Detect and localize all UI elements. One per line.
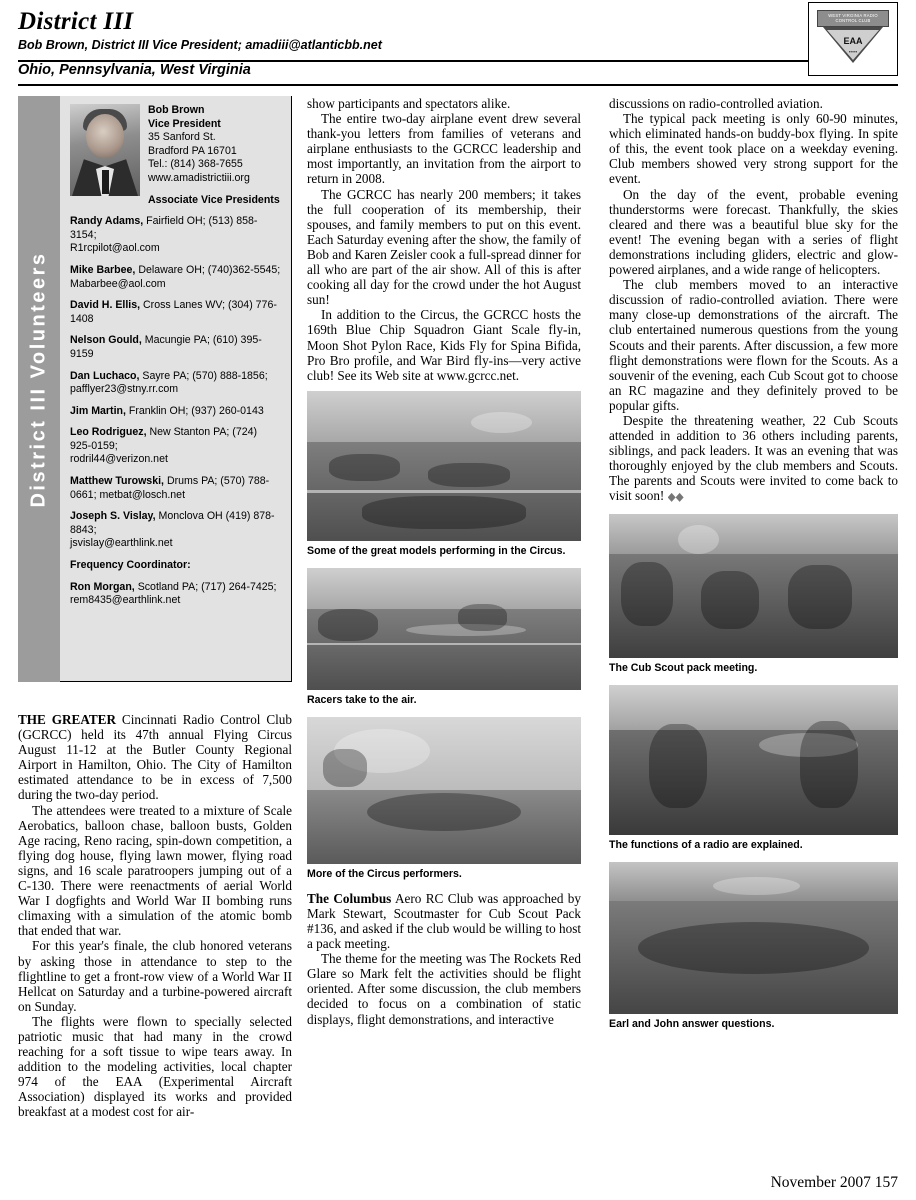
photo-caption: Some of the great models performing in the Circus. <box>307 544 566 557</box>
paragraph: The club members moved to an interactive discussion of radio-controlled aviation. There were many close-up demonstrations of the aircraft. The club entertained numerous questions from the young Scouts and their parents. After discussion, a few more flight demonstrations were flown for the Scouts. As a souvenir of the evening, each Cub Scout got to choose an RC magazine and they definitely proved to be popular gifts. <box>609 277 898 413</box>
avp-heading-text: Associate Vice Presidents <box>148 193 280 206</box>
avp-name: Mike Barbee, <box>70 263 136 276</box>
freq-loc: Scotland PA; (717) 264-7425; <box>137 580 277 593</box>
photo-caption: More of the Circus performers. <box>307 867 462 880</box>
list-item <box>70 370 281 397</box>
avp-loc: Delaware OH; (740)362-5545; <box>138 263 281 276</box>
photo-caption: The Cub Scout pack meeting. <box>609 661 758 674</box>
paragraph-lead: THE GREATER <box>18 712 116 727</box>
vp-website[interactable]: www.amadistrictiii.org <box>148 171 250 184</box>
list-item <box>70 334 281 361</box>
avp-loc: Monclova OH (419) 878-8843; <box>70 510 275 536</box>
sidebar-tab-label: District III Volunteers <box>27 251 50 508</box>
paragraph <box>307 891 581 951</box>
volunteers-box <box>60 96 292 682</box>
paragraph: show participants and spectators alike. <box>307 96 511 111</box>
avp-name: Randy Adams, <box>70 215 144 228</box>
column-2 <box>307 96 581 1027</box>
avp-name: David H. Ellis, <box>70 299 141 312</box>
column-3 <box>609 96 898 1031</box>
avp-name: Jim Martin, <box>70 404 126 417</box>
paragraph: In addition to the Circus, the GCRCC hosts the 169th Blue Chip Squadron Giant Scale fly-in, Moon Shot Pylon Race, Kids Fly for Spina Bifida, Pro Bro profile, and War Bird fly-ins—very active club! See its Web site at www.gcrcc.net. <box>307 307 581 383</box>
paragraph <box>18 712 292 803</box>
list-item <box>70 475 281 502</box>
list-item <box>70 264 281 291</box>
paragraph-text: Aero RC Club was approached by Mark Stewart, Scoutmaster for Cub Scout Pack #136, and asked if the club would be willing to host a pack meeting. <box>307 890 581 952</box>
photo-cub-scout-meeting <box>609 514 898 658</box>
avp-email[interactable]: metbat@losch.net <box>99 488 186 501</box>
photo-caption: The functions of a radio are explained. <box>609 838 803 851</box>
avp-name: Matthew Turowski, <box>70 475 164 488</box>
paragraph-text: Cincinnati Radio Control Club (GCRCC) held its 47th annual Flying Circus August 11-12 at the Butler County Regional Airport in Hamilton, Ohio. The City of Hamilton estimated attendance to be in excess of 7,500 during the two-day period. <box>18 712 292 803</box>
avatar <box>70 104 140 196</box>
avp-email[interactable]: pafflyer23@stny.rr.com <box>70 383 179 396</box>
freq-email[interactable]: rem8435@earthlink.net <box>70 594 181 607</box>
list-item <box>70 426 281 467</box>
paragraph: On the day of the event, probable evening thunderstorms were forecast. Thankfully, the skies cleared and there was a beautiful blue sky for the event! The evening began with a series of flight demonstrations including gliders, electric and glow-powered airplanes, and a wide range of helicopters. <box>609 186 898 278</box>
photo-earl-and-john <box>609 862 898 1014</box>
avp-loc: Franklin OH; (937) 260-0143 <box>128 404 264 417</box>
states-line: Ohio, Pennsylvania, West Virginia <box>18 62 251 78</box>
list-item <box>70 215 281 256</box>
avp-email[interactable]: rodril44@verizon.net <box>70 453 168 466</box>
club-logo <box>808 2 898 76</box>
photo-caption: Racers take to the air. <box>307 693 417 706</box>
photo-racers <box>307 568 581 690</box>
avp-name: Leo Rodriguez, <box>70 426 147 439</box>
avp-loc: Drums PA; (570) 788-0661; <box>70 475 270 501</box>
avp-loc: Cross Lanes WV; (304) 776-1408 <box>70 299 277 325</box>
avp-loc: Fairfield OH; (513) 858-3154; <box>70 215 258 241</box>
list-item <box>70 581 281 608</box>
avp-email[interactable]: Mabarbee@aol.com <box>70 277 166 290</box>
paragraph: discussions on radio-controlled aviation. <box>609 96 823 111</box>
list-item <box>70 405 281 419</box>
page-subtitle: Bob Brown, District III Vice President; amadiii@atlanticbb.net <box>18 38 382 52</box>
vp-name: Bob Brown <box>148 104 205 116</box>
page-footer: November 2007 157 <box>770 1174 898 1191</box>
paragraph-lead: The Columbus <box>307 890 392 906</box>
photo-radio-functions <box>609 685 898 835</box>
header-rule-2 <box>18 84 898 86</box>
avp-email[interactable]: R1rcpilot@aol.com <box>70 242 160 255</box>
paragraph: The typical pack meeting is only 60-90 minutes, which eliminated hands-on buddy-box flying. In spite of this, the event took place on a weekday evening. Club members showed very strong support for the event. <box>609 111 898 187</box>
vp-phone: Tel.: (814) 368-7655 <box>148 158 243 171</box>
avp-loc: Sayre PA; (570) 888-1856; <box>142 369 268 382</box>
freq-name: Ron Morgan, <box>70 580 135 593</box>
paragraph: The entire two-day airplane event drew several thank-you letters from families of veterans and airplane enthusiasts to the GCRCC leadership and most importantly, an invitation from the airport to return in 2008. <box>307 111 581 187</box>
paragraph: For this year's finale, the club honored veterans by asking those in attendance to step to the flightline to get a front-row view of a World War II Hellcat on Saturday and a turbine-powered aircraft on Sunday. <box>18 938 292 1014</box>
avp-name: Dan Luchaco, <box>70 369 140 382</box>
vp-title: Vice President <box>148 117 221 130</box>
avp-loc: Macungie PA; (610) 395-9159 <box>70 334 262 360</box>
avp-email[interactable]: jsvislay@earthlink.net <box>70 537 173 550</box>
list-item <box>70 299 281 326</box>
paragraph: The GCRCC has nearly 200 members; it takes the full cooperation of its membership, their spouses, and family members to put on this event. Each Saturday evening after the show, the family of Bob and Karen Zeisler cook a full-spread dinner for all who are part of the air show. All of this is after cooking all day for the crowd under the hot August sun! <box>307 186 581 308</box>
sidebar-vertical-tab <box>18 96 60 682</box>
list-item <box>70 510 281 551</box>
paragraph: The flights were flown to specially selected patriotic music that had many in the crowd reaching for a soft tissue to wipe tears away. In addition to the modeling activities, local chapter 974 of the EAA (Experimental Aircraft Association) displayed its works and provided breakfast at a modest cost for air- <box>18 1013 292 1120</box>
avp-loc: New Stanton PA; (724) 925-0159; <box>70 426 258 452</box>
photo-circus-models <box>307 391 581 541</box>
column-1 <box>18 712 292 1120</box>
avp-name: Nelson Gould, <box>70 334 142 347</box>
logo-dots-icon: •••• <box>848 50 858 56</box>
photo-circus-performers <box>307 717 581 864</box>
freq-heading-text: Frequency Coordinator: <box>70 559 191 572</box>
logo-banner-text: WEST VIRGINIA RADIO CONTROL CLUB <box>817 10 889 27</box>
end-dingbat-icon <box>668 493 684 502</box>
vp-address: 35 Sanford St. <box>148 131 216 144</box>
photo-caption: Earl and John answer questions. <box>609 1017 775 1030</box>
paragraph: The attendees were treated to a mixture of Scale Aerobatics, balloon chase, balloon busts, Golden Age racing, Reno racing, spin-down competition, a flying dog house, flying lawn mower, flying road signs, and 16 scale paratroopers jumping out of a C-130. There were reenactments of aerial World War I dogfights and World War II bombing runs climaxing with a simulation of the atomic bomb that ended that war. <box>18 802 292 939</box>
paragraph: The theme for the meeting was The Rockets Red Glare so Mark felt the activities should be flight oriented. After some discussion, the club members decided to focus on a combination of static displays, flight demonstrations, and interactive <box>307 951 581 1027</box>
paragraph-text: Despite the threatening weather, 22 Cub Scouts attended in addition to 36 others including parents, siblings, and pack leaders. It was an evening that was thoroughly enjoyed by the club members and Scouts. The parents and Scouts were invited to come back to visit soon! <box>609 412 898 504</box>
page-title: District III <box>18 8 134 35</box>
avp-name: Joseph S. Vislay, <box>70 510 156 523</box>
paragraph <box>609 413 898 504</box>
page-header <box>18 8 898 52</box>
freq-heading <box>70 559 281 573</box>
vp-city: Bradford PA 16701 <box>148 144 237 157</box>
logo-center-text: EAA <box>843 36 863 46</box>
